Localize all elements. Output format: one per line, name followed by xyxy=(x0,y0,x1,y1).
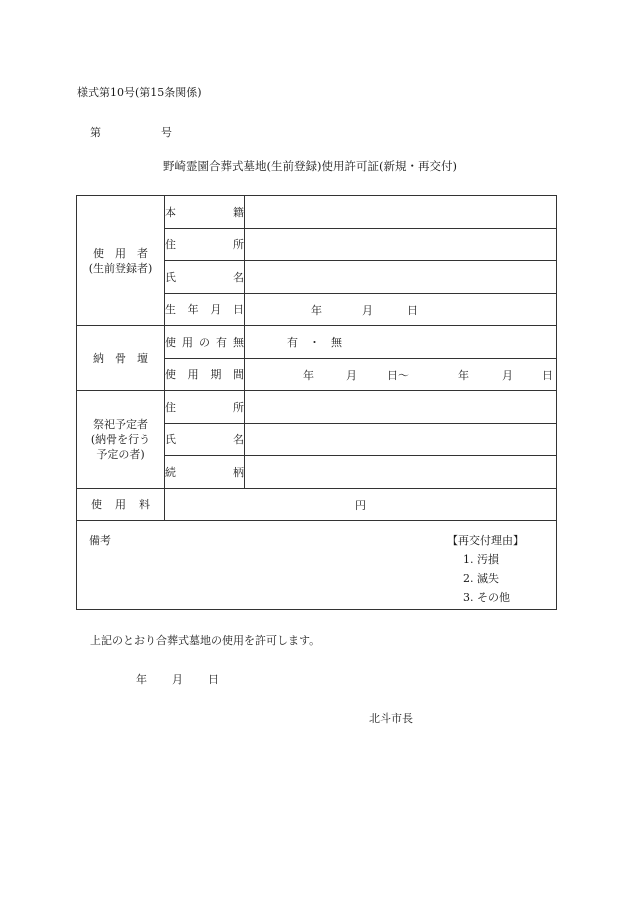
field-relationship[interactable] xyxy=(245,456,557,489)
birth-day-unit: 日 xyxy=(407,303,418,317)
period-year1: 年 xyxy=(303,368,314,382)
issue-month-unit: 月 xyxy=(172,673,183,686)
permit-table xyxy=(76,195,557,610)
reissue-reason-item: 3. その他 xyxy=(463,591,510,604)
period-year2: 年 xyxy=(458,368,469,382)
group-nokotsu xyxy=(77,326,165,391)
number-prefix: 第 xyxy=(90,126,101,139)
period-day1: 日〜 xyxy=(387,368,409,382)
birth-year-unit: 年 xyxy=(311,303,322,317)
document-title: 野崎霊園合葬式墓地(生前登録)使用許可証(新規・再交付) xyxy=(163,159,457,173)
issue-year-unit: 年 xyxy=(136,673,147,686)
field-use-flag[interactable] xyxy=(245,326,557,359)
group-saishi-line2: (納骨を行う xyxy=(90,432,151,446)
label-fee: 使 用 料 xyxy=(77,488,165,521)
issuer-name: 北斗市長 xyxy=(369,712,413,725)
group-saishi xyxy=(77,391,165,489)
field-honseki[interactable] xyxy=(245,196,557,229)
group-nokotsu-title: 納 骨 壇 xyxy=(93,351,148,365)
reissue-reason-title: 【再交付理由】 xyxy=(447,534,524,547)
reissue-reason-item: 1. 汚損 xyxy=(463,553,499,566)
group-user xyxy=(77,196,165,326)
field-use-period[interactable] xyxy=(245,358,557,391)
label-saishi-name: 氏 名 xyxy=(165,423,245,456)
row-remarks xyxy=(77,521,557,610)
label-honseki: 本 籍 xyxy=(165,196,245,229)
permission-statement: 上記のとおり合葬式墓地の使用を許可します。 xyxy=(90,634,321,647)
label-user-address: 住 所 xyxy=(165,228,245,261)
issue-date xyxy=(136,671,219,687)
issue-day-unit: 日 xyxy=(208,673,219,686)
birth-month-unit: 月 xyxy=(362,303,373,317)
field-fee[interactable] xyxy=(165,488,557,521)
group-user-title: 使 用 者 xyxy=(93,246,148,260)
label-user-name: 氏 名 xyxy=(165,261,245,294)
label-saishi-address: 住 所 xyxy=(165,391,245,424)
row-honseki xyxy=(77,196,557,229)
group-saishi-line1: 祭祀予定者 xyxy=(93,417,148,431)
row-fee xyxy=(77,488,557,521)
remarks-cell[interactable] xyxy=(77,521,557,610)
reissue-reason-item: 2. 滅失 xyxy=(463,572,499,585)
group-user-subtitle: (生前登録者) xyxy=(88,261,153,275)
fee-unit: 円 xyxy=(355,498,366,512)
group-saishi-line3: 予定の者) xyxy=(96,447,145,461)
field-saishi-address[interactable] xyxy=(245,391,557,424)
use-flag-options[interactable]: 有 ・ 無 xyxy=(287,336,342,349)
label-use-flag: 使 用 の 有 無 xyxy=(165,326,245,359)
period-month1: 月 xyxy=(346,368,357,382)
label-use-period: 使 用 期 間 xyxy=(165,358,245,391)
label-relationship: 続 柄 xyxy=(165,456,245,489)
form-number-label: 様式第10号(第15条関係) xyxy=(77,86,202,99)
field-saishi-name[interactable] xyxy=(245,423,557,456)
remarks-label: 備考 xyxy=(89,534,111,547)
field-user-address[interactable] xyxy=(245,228,557,261)
period-day2: 日 xyxy=(542,368,553,382)
label-birthdate: 生 年 月 日 xyxy=(165,293,245,326)
row-saishi-address xyxy=(77,391,557,424)
row-use-flag xyxy=(77,326,557,359)
field-user-name[interactable] xyxy=(245,261,557,294)
document-number xyxy=(90,124,172,140)
period-month2: 月 xyxy=(502,368,513,382)
field-birthdate[interactable] xyxy=(245,293,557,326)
number-suffix: 号 xyxy=(161,126,172,139)
